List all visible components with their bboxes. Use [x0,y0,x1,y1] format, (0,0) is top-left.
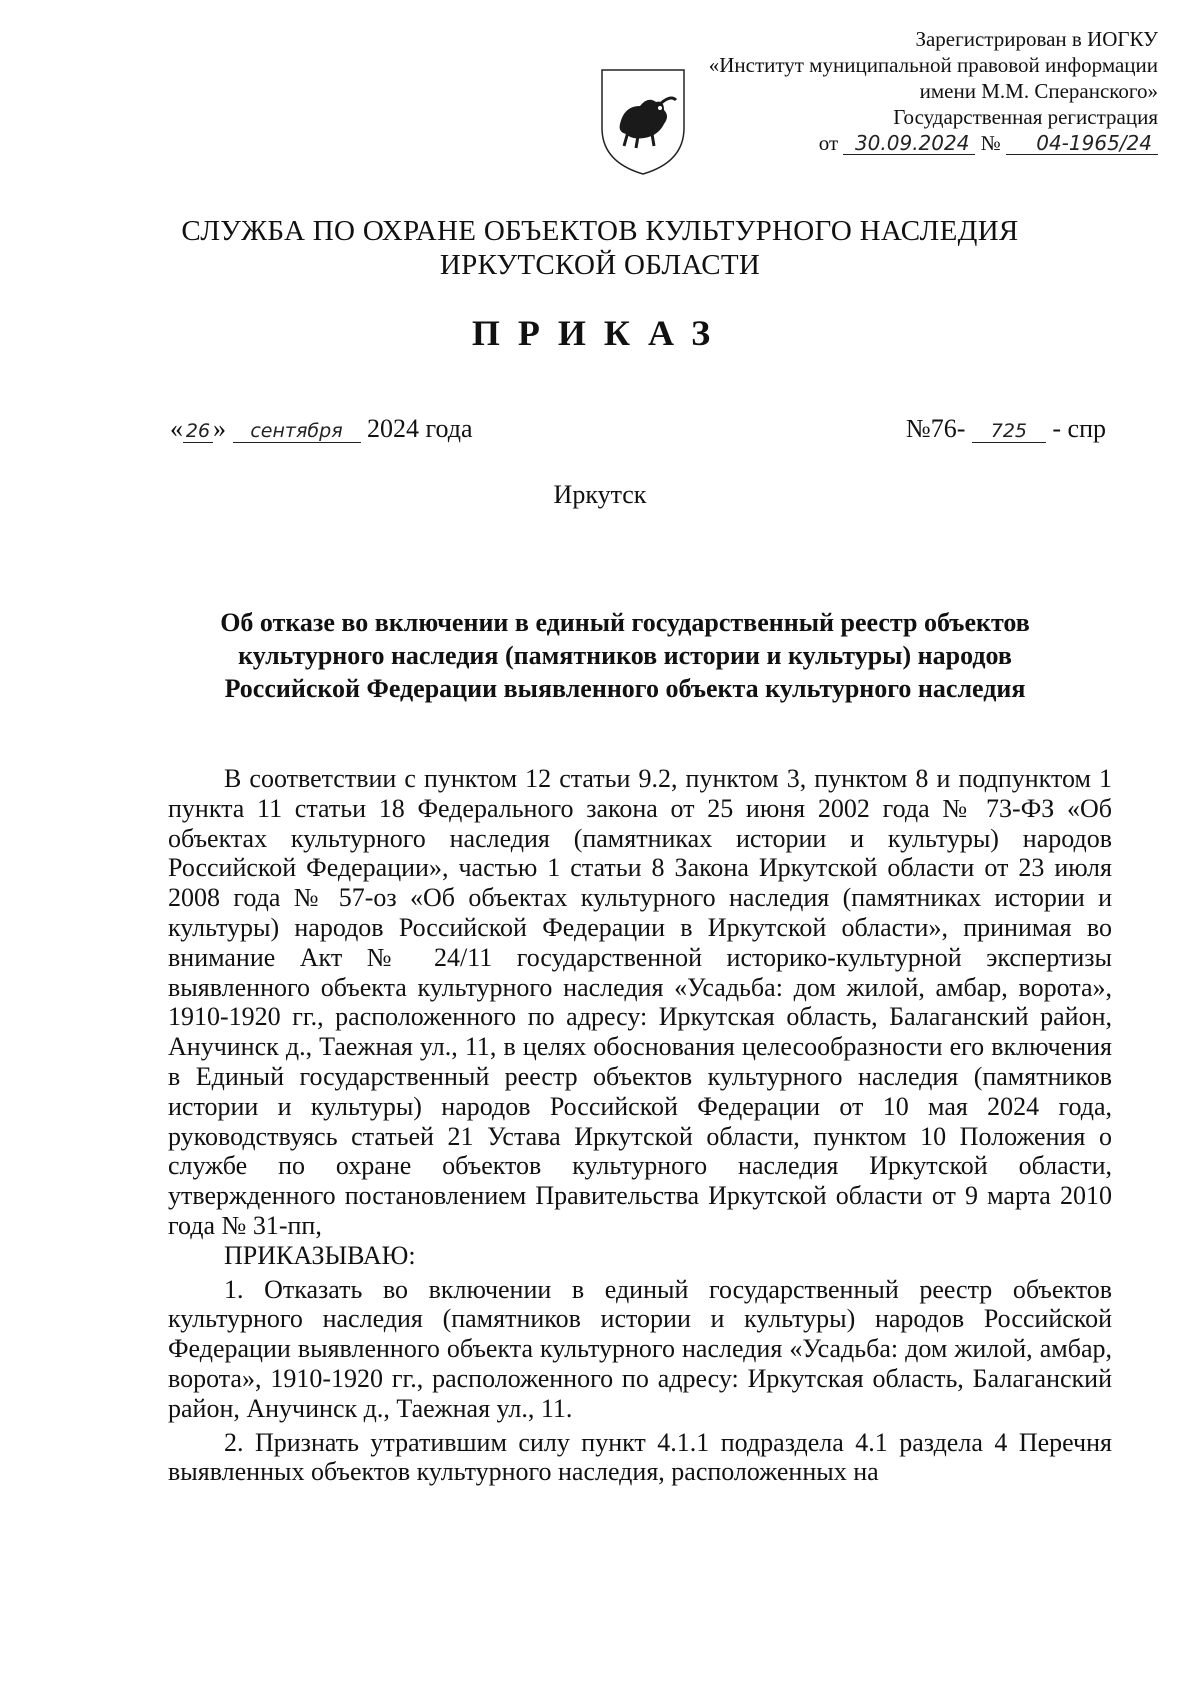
preamble-paragraph: В соответствии с пунктом 12 статьи 9.2, пунктом 3, пунктом 8 и подпунктом 1 пункта 11 статьи 18 Федерального закона от 25 июня 2002 года № 73-ФЗ «Об объектах культурного наследия (памятниках истории и культуры) народов Российской Федерации», частью 1 статьи 8 Закона Иркутской области от 23 июля 2008 года № 57-оз «Об объектах культурного наследия (памятниках истории и культуры) народов Российской Федерации в Иркутской области», принимая во внимание Акт № 24/11 государственной историко-культурной экспертизы выявленного объекта культурного наследия «Усадьба: дом жилой, амбар, ворота», 1910-1920 гг., расположенного по адресу: Иркутская область, Балаганский район, Анучинск д., Таежная ул., 11, в целях обоснования целесообразности его включения в Единый государственный реестр объектов культурного наследия (памятников истории и культуры) народов Российской Федерации от 10 мая 2024 года, руководствуясь статьей 21 Устава Иркутской области, пунктом 10 Положения о службе по охране объектов культурного наследия Иркутской области, утвержденного постановлением Правительства Иркутской области от 9 марта 2010 года № 31-пп, [168,764,1112,1240]
date-open-quote: « [170,414,183,443]
order-subject-line-3: Российской Федерации выявленного объекта культурного наследия [224,674,1026,703]
order-body [168,764,1112,1487]
order-date [170,414,473,444]
order-number-prefix: №76- [905,414,966,443]
city-name: Иркутск [553,480,647,509]
order-word: ПРИКАЗЫВАЮ: [224,1240,416,1270]
agency-name-line-2: ИРКУТСКОЙ ОБЛАСТИ [439,249,761,281]
registration-line-2: «Институт муниципальной правовой информации [708,53,1158,77]
order-item-1: 1. Отказать во включении в единый государственный реестр объектов культурного наследия (памятников истории и культуры) народов Российской Федерации выявленного объекта культурного наследия «Усадьба: дом жилой, амбар, ворота», 1910-1920 гг., расположенного по адресу: Иркутская область, Балаганский район, Анучинск д., Таежная ул., 11. [168,1274,1112,1423]
agency-name-line-1: СЛУЖБА ПО ОХРАНЕ ОБЪЕКТОВ КУЛЬТУРНОГО НАСЛЕДИЯ [181,215,1019,247]
registration-number-prefix: № [980,131,1001,155]
order-number [906,414,1106,444]
registration-number-value: 04-1965/24 [1006,132,1158,155]
registration-line-4: Государственная регистрация [893,105,1158,129]
order-number-handwritten: 725 [972,420,1046,443]
registration-date-value: 30.09.2024 [843,132,975,155]
document-type-title: ПРИКАЗ [471,313,729,353]
date-day: 26 [183,420,213,443]
registration-line-3: имени М.М. Сперанского» [919,79,1158,103]
date-month: сентября [233,420,361,443]
order-subject [160,606,1090,705]
date-close-quote: » [213,414,226,443]
order-number-suffix: - спр [1052,414,1106,443]
agency-name [0,214,1200,282]
order-subject-line-2: культурного наследия (памятников истории и культуры) народов [238,641,1012,670]
registration-date-prefix: от [818,131,839,155]
order-subject-line-1: Об отказе во включении в единый государственный реестр объектов [220,608,1030,637]
coat-of-arms-icon [598,66,688,178]
date-year: 2024 года [367,414,473,443]
order-item-2: 2. Признать утратившим силу пункт 4.1.1 подраздела 4.1 раздела 4 Перечня выявленных объектов культурного наследия, расположенных на [168,1427,1112,1487]
registration-line-1: Зарегистрирован в ИОГКУ [915,27,1158,51]
